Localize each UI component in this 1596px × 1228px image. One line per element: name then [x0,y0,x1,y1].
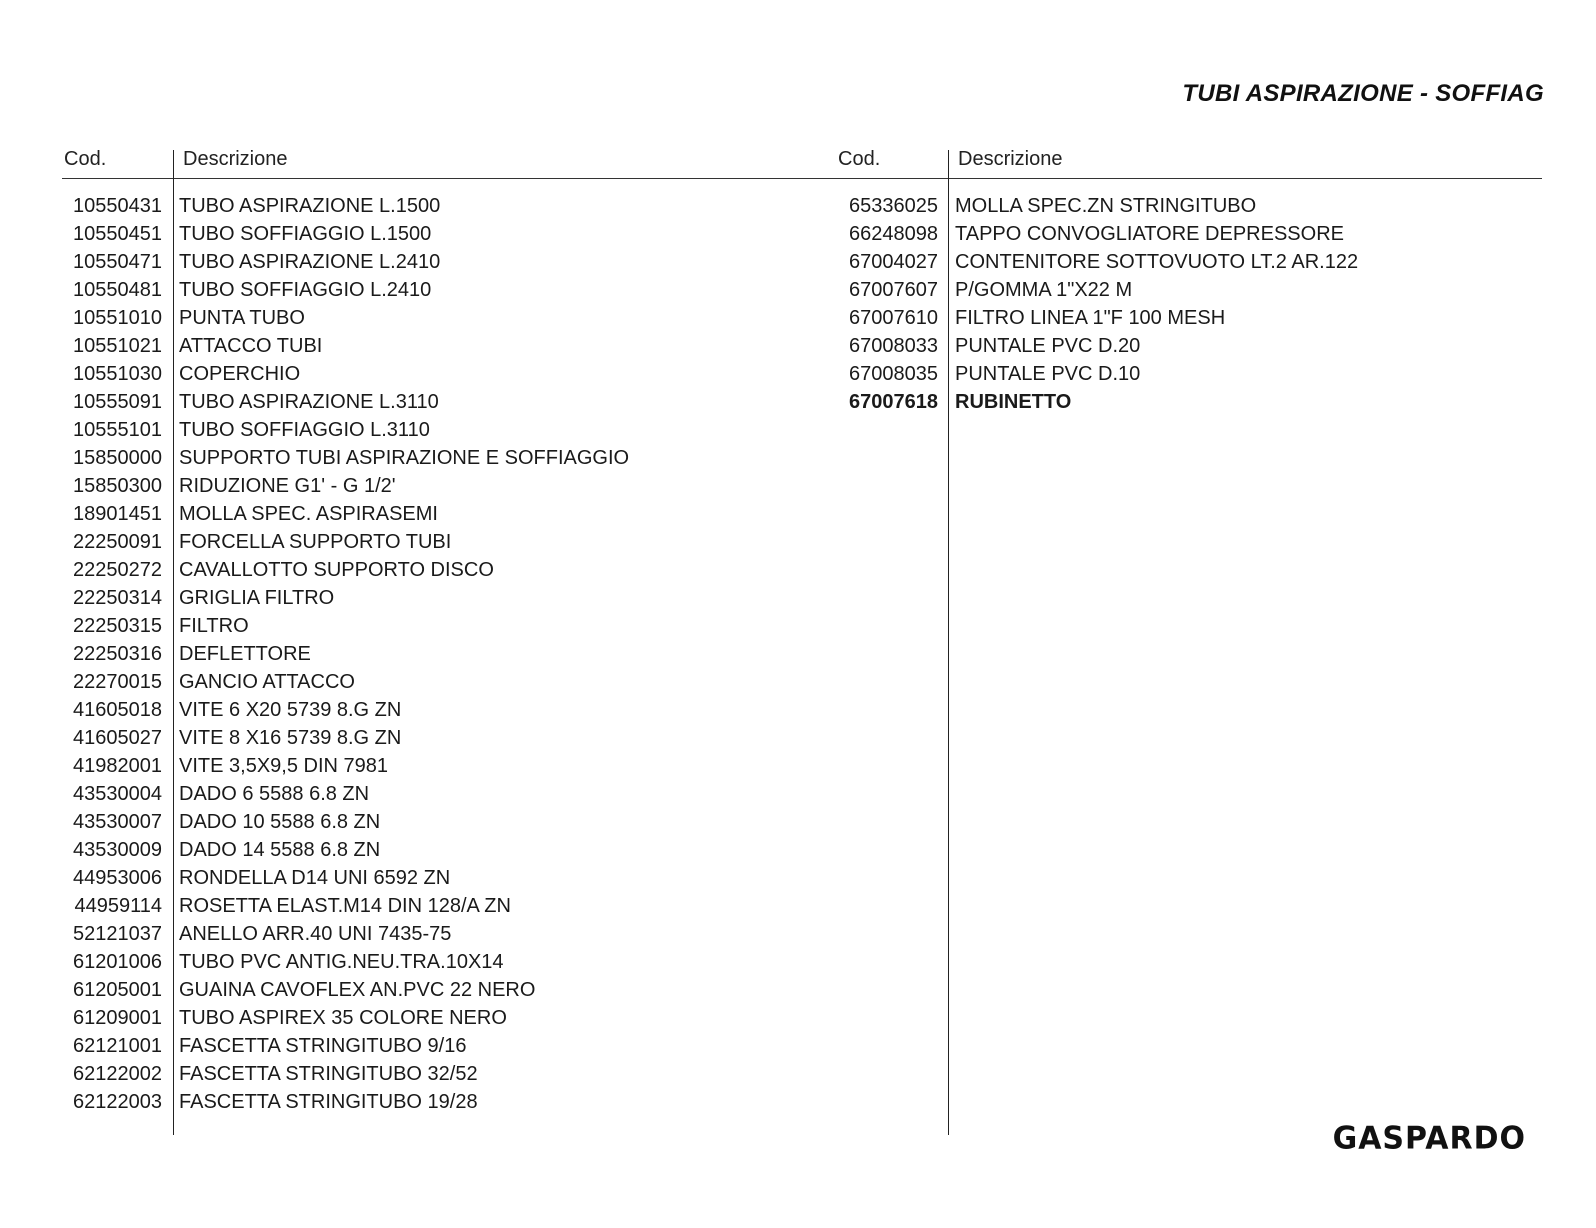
part-description: FORCELLA SUPPORTO TUBI [179,531,452,553]
part-row [62,472,629,500]
part-description: DADO 10 5588 6.8 ZN [179,811,381,833]
part-description: DADO 6 5588 6.8 ZN [179,783,370,805]
part-description: RIDUZIONE G1' - G 1/2' [179,475,396,497]
part-code: 22250091 [73,531,162,553]
part-description: TUBO ASPIRAZIONE L.2410 [179,251,441,273]
part-description: DEFLETTORE [179,643,311,665]
part-row [62,276,629,304]
part-description: CAVALLOTTO SUPPORTO DISCO [179,559,494,581]
part-row [820,192,1358,220]
part-description: COPERCHIO [179,363,301,385]
part-description: VITE 8 X16 5739 8.G ZN [179,727,402,749]
part-code: 43530004 [73,783,162,805]
part-description: P/GOMMA 1"X22 M [955,279,1133,301]
left-description-header: Descrizione [183,148,288,170]
part-code: 10551030 [73,363,162,385]
part-code: 61209001 [73,1007,162,1029]
gaspardo-logo: GASPARDO [1332,1120,1526,1157]
part-code: 66248098 [849,223,938,245]
part-code: 15850000 [73,447,162,469]
part-description: TAPPO CONVOGLIATORE DEPRESSORE [955,223,1344,245]
part-row [62,696,629,724]
part-code: 10550481 [73,279,162,301]
part-description: CONTENITORE SOTTOVUOTO LT.2 AR.122 [955,251,1359,273]
part-row [62,1004,629,1032]
part-row [62,332,629,360]
part-description: FILTRO [179,615,249,637]
part-code: 61201006 [73,951,162,973]
part-description: ROSETTA ELAST.M14 DIN 128/A ZN [179,895,511,917]
part-code: 18901451 [73,503,162,525]
part-description: PUNTALE PVC D.20 [955,335,1141,357]
part-description: ANELLO ARR.40 UNI 7435-75 [179,923,452,945]
part-code: 44959114 [74,895,162,917]
part-row [62,640,629,668]
part-description: GRIGLIA FILTRO [179,587,335,609]
part-description: FASCETTA STRINGITUBO 9/16 [179,1035,467,1057]
part-row [62,360,629,388]
part-description: RUBINETTO [955,391,1072,413]
part-row [820,360,1358,388]
part-description: GANCIO ATTACCO [179,671,355,693]
part-description: MOLLA SPEC.ZN STRINGITUBO [955,195,1257,217]
part-code: 10550471 [73,251,162,273]
part-description: PUNTA TUBO [179,307,305,329]
part-description: ATTACCO TUBI [179,335,323,357]
part-code: 67007607 [849,279,938,301]
right-parts-list [820,192,1358,416]
part-code: 62121001 [73,1035,162,1057]
part-row [62,388,629,416]
part-description: SUPPORTO TUBI ASPIRAZIONE E SOFFIAGGIO [179,447,630,469]
part-row [62,304,629,332]
part-description: TUBO SOFFIAGGIO L.2410 [179,279,432,301]
left-code-header: Cod. [64,148,107,170]
part-row [62,752,629,780]
part-description: VITE 3,5X9,5 DIN 7981 [179,755,389,777]
part-code: 22250272 [73,559,162,581]
part-description: DADO 14 5588 6.8 ZN [179,839,381,861]
part-code: 22250315 [73,615,162,637]
part-row [62,1088,629,1116]
right-code-header: Cod. [838,148,881,170]
part-row [62,584,629,612]
part-row [62,808,629,836]
part-row [62,528,629,556]
part-code: 67004027 [849,251,938,273]
part-row [820,388,1358,416]
part-code: 10550431 [73,195,162,217]
part-row [62,500,629,528]
part-code: 22270015 [73,671,162,693]
part-row [62,612,629,640]
part-code: 61205001 [73,979,162,1001]
part-description: FILTRO LINEA 1"F 100 MESH [955,307,1226,329]
part-code: 41982001 [73,755,162,777]
part-row [62,892,629,920]
part-row [62,248,629,276]
part-code: 10550451 [73,223,162,245]
part-code: 62122002 [73,1063,162,1085]
part-code: 43530009 [73,839,162,861]
part-description: RONDELLA D14 UNI 6592 ZN [179,867,451,889]
part-row [62,920,629,948]
left-parts-list [62,192,629,1116]
part-row [62,1032,629,1060]
part-description: PUNTALE PVC D.10 [955,363,1141,385]
part-row [820,332,1358,360]
header-divider [62,178,1542,179]
part-description: TUBO ASPIREX 35 COLORE NERO [179,1007,507,1029]
part-code: 43530007 [73,811,162,833]
part-description: TUBO ASPIRAZIONE L.1500 [179,195,441,217]
part-code: 67008033 [849,335,938,357]
part-code: 41605018 [73,699,162,721]
part-code: 22250316 [73,643,162,665]
right-description-header: Descrizione [958,148,1063,170]
part-row [62,1060,629,1088]
part-description: VITE 6 X20 5739 8.G ZN [179,699,402,721]
part-code: 10555091 [73,391,162,413]
part-row [820,248,1358,276]
part-code: 10551021 [73,335,162,357]
page-title: TUBI ASPIRAZIONE - SOFFIAG [1182,80,1544,107]
part-code: 67008035 [849,363,938,385]
part-code: 41605027 [73,727,162,749]
part-code: 10551010 [73,307,162,329]
part-description: MOLLA SPEC. ASPIRASEMI [179,503,438,525]
part-code: 62122003 [73,1091,162,1113]
part-code: 44953006 [73,867,162,889]
part-row [820,220,1358,248]
part-row [62,444,629,472]
part-code: 67007618 [849,391,938,413]
part-description: GUAINA CAVOFLEX AN.PVC 22 NERO [179,979,536,1001]
part-description: FASCETTA STRINGITUBO 32/52 [179,1063,478,1085]
part-row [62,836,629,864]
part-description: TUBO ASPIRAZIONE L.3110 [179,391,439,413]
part-description: TUBO SOFFIAGGIO L.1500 [179,223,432,245]
part-code: 67007610 [849,307,938,329]
part-row [62,976,629,1004]
part-code: 65336025 [849,195,938,217]
part-row [820,276,1358,304]
part-code: 52121037 [73,923,162,945]
part-row [62,724,629,752]
part-row [62,192,629,220]
part-code: 22250314 [73,587,162,609]
part-description: TUBO SOFFIAGGIO L.3110 [179,419,430,441]
part-row [820,304,1358,332]
part-row [62,556,629,584]
part-row [62,948,629,976]
part-description: FASCETTA STRINGITUBO 19/28 [179,1091,478,1113]
part-code: 10555101 [73,419,162,441]
part-row [62,668,629,696]
part-code: 15850300 [73,475,162,497]
part-row [62,864,629,892]
part-row [62,220,629,248]
part-row [62,780,629,808]
part-row [62,416,629,444]
part-description: TUBO PVC ANTIG.NEU.TRA.10X14 [179,951,504,973]
